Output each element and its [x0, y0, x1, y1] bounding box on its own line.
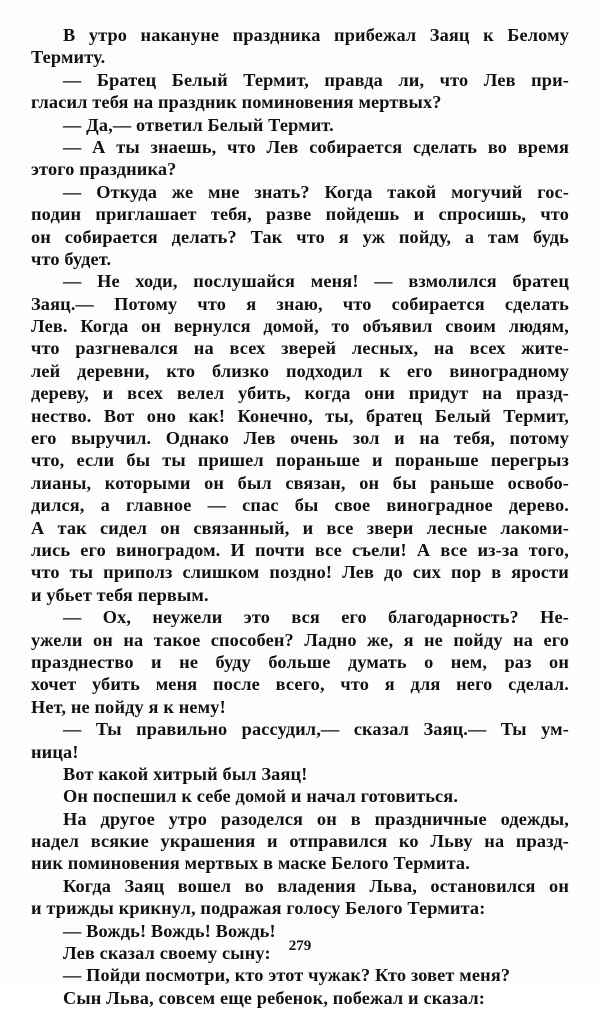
- text-line: он собирается делать? Так что я уж пойду, а там будь: [31, 226, 569, 247]
- text-line: ужели он на такое способен? Ладно же, я не пойду на его: [31, 629, 569, 650]
- text-line: хочет убить меня после всего, что я для него сделал.: [31, 674, 569, 695]
- text-line: что разгневался на всех зверей лесных, на всех жите-: [31, 338, 569, 359]
- text-line: лись его виноградом. И почти все съели! А все из-за того,: [31, 539, 569, 560]
- page-text: [31, 24, 569, 1009]
- text-line: этого праздника?: [31, 159, 177, 180]
- text-line: — Ты правильно рассудил,— сказал Заяц.— Ты ум-: [63, 719, 569, 740]
- text-line: лианы, которыми он был связан, он бы раньше освобо-: [31, 472, 569, 493]
- text-line: дереву, и всех велел убить, когда они придут на празд-: [31, 383, 569, 404]
- text-line: — Не ходи, послушайся меня! — взмолился братец: [63, 271, 569, 292]
- text-line: На другое утро разоделся он в праздничные одежды,: [63, 808, 569, 829]
- text-line: его выручил. Однако Лев очень зол и на тебя, потому: [31, 428, 569, 449]
- text-line: что, если бы ты пришел пораньше и пораньше перегрыз: [31, 450, 569, 471]
- text-line: подин приглашает тебя, разве пойдешь и спросишь, что: [31, 204, 569, 225]
- text-line: Нет, не пойду я к нему!: [31, 696, 226, 717]
- text-line: Вот какой хитрый был Заяц!: [63, 763, 308, 784]
- text-line: — Пойди посмотри, кто этот чужак? Кто зовет меня?: [63, 965, 511, 986]
- text-line: В утро накануне праздника прибежал Заяц к Белому: [63, 25, 569, 45]
- page-number: 279: [288, 938, 312, 954]
- text-line: — Откуда же мне знать? Когда такой могучий гос-: [63, 181, 569, 202]
- text-line: Заяц.— Потому что я знаю, что собирается сделать: [31, 293, 569, 314]
- text-line: и убьет тебя первым.: [31, 584, 209, 605]
- text-line: ница!: [31, 741, 79, 762]
- text-line: ник поминовения мертвых в маске Белого Термита.: [31, 853, 470, 874]
- text-line: дился, а главное — спас бы свое виноградное дерево.: [31, 495, 569, 516]
- text-line: Сын Льва, совсем еще ребенок, побежал и сказал:: [63, 987, 485, 1008]
- text-line: Когда Заяц вошел во владения Льва, остановился он: [63, 875, 569, 896]
- text-line: и трижды крикнул, подражая голосу Белого Термита:: [31, 898, 486, 919]
- text-line: — Вождь! Вождь! Вождь!: [63, 920, 276, 941]
- text-line: нество. Вот оно как! Конечно, ты, братец Белый Термит,: [31, 405, 569, 426]
- text-line: — А ты знаешь, что Лев собирается сделать во время: [63, 136, 569, 157]
- text-line: Он поспешил к себе домой и начал готовиться.: [63, 786, 459, 807]
- text-line: надел всякие украшения и отправился ко Льву на празд-: [31, 831, 569, 852]
- text-line: празднество и не буду больше думать о нем, раз он: [31, 651, 569, 672]
- text-line: Лев. Когда он вернулся домой, то объявил своим людям,: [31, 316, 569, 337]
- text-line: — Братец Белый Термит, правда ли, что Лев при-: [63, 69, 569, 90]
- text-line: гласил тебя на праздник поминовения мертвых?: [31, 92, 442, 113]
- text-line: что будет.: [31, 248, 112, 269]
- text-line: — Ох, неужели это вся его благодарность? Не-: [63, 607, 569, 628]
- text-line: А так сидел он связанный, и все звери лесные лакоми-: [31, 517, 569, 538]
- text-line: Лев сказал своему сыну:: [63, 943, 271, 964]
- text-line: что ты приполз слишком поздно! Лев до сих пор в ярости: [31, 562, 569, 583]
- text-line: лей деревни, кто близко подходил к его виноградному: [31, 360, 569, 381]
- text-line: Термиту.: [31, 47, 106, 68]
- text-line: — Да,— ответил Белый Термит.: [63, 114, 334, 135]
